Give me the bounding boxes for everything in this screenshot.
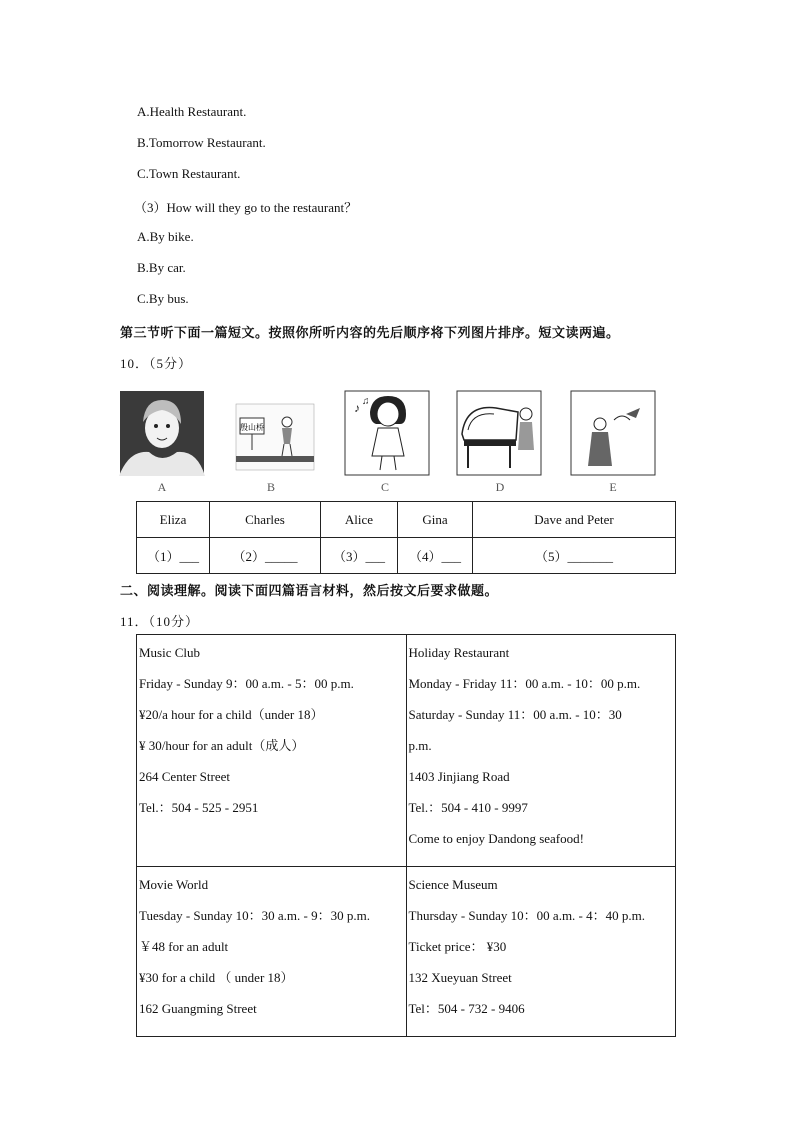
name-cell: Dave and Peter bbox=[473, 502, 676, 538]
holiday-restaurant-tel: Tel.：504 - 410 - 9997 bbox=[408, 800, 528, 815]
music-club-child-price: ¥20/a hour for a child（under 18） bbox=[139, 707, 324, 722]
names-answer-table bbox=[136, 501, 676, 574]
music-club-adult-price: ¥ 30/hour for an adult（成人） bbox=[139, 738, 305, 753]
answer-blank-4[interactable]: （4）___ bbox=[398, 538, 473, 574]
option-c-bus: C.By bus. bbox=[137, 291, 189, 306]
movie-world-name: Movie World bbox=[139, 877, 209, 892]
holiday-restaurant-address: 1403 Jinjiang Road bbox=[408, 769, 510, 784]
movie-world-adult-price: ￥48 for an adult bbox=[139, 939, 229, 954]
holiday-restaurant-slogan: Come to enjoy Dandong seafood! bbox=[408, 831, 584, 846]
music-club-tel: Tel.：504 - 525 - 2951 bbox=[139, 800, 259, 815]
holiday-restaurant-weekend-hours: Saturday - Sunday 11：00 a.m. - 10：30 bbox=[408, 707, 622, 722]
movie-world-hours: Tuesday - Sunday 10：30 a.m. - 9：30 p.m. bbox=[139, 908, 370, 923]
reading-info-table bbox=[136, 634, 676, 1037]
picture-b-sign-text: 殷山桥 bbox=[240, 423, 264, 432]
option-c-town-restaurant: C.Town Restaurant. bbox=[137, 166, 241, 181]
picture-b-bridge-sign bbox=[232, 390, 318, 476]
science-museum-tel: Tel：504 - 732 - 9406 bbox=[408, 1001, 525, 1016]
movie-world-address: 162 Guangming Street bbox=[139, 1001, 257, 1016]
section2-instruction: 二、阅读理解。阅读下面四篇语言材料，然后按文后要求做题。 bbox=[120, 584, 499, 599]
option-a-bike: A.By bike. bbox=[137, 229, 194, 244]
name-cell: Alice bbox=[321, 502, 398, 538]
science-museum-address: 132 Xueyuan Street bbox=[408, 970, 512, 985]
answer-blank-3[interactable]: （3）___ bbox=[321, 538, 398, 574]
option-a-health-restaurant: A.Health Restaurant. bbox=[137, 104, 247, 119]
holiday-restaurant-cell bbox=[406, 635, 676, 867]
section3-instruction: 第三节听下面一篇短文。按照你所听内容的先后顺序将下列图片排序。短文读两遍。 bbox=[120, 326, 620, 341]
holiday-restaurant-weekday-hours: Monday - Friday 11：00 a.m. - 10：00 p.m. bbox=[408, 676, 641, 691]
question-3: （3）How will they go to the restaurant？ bbox=[134, 200, 358, 215]
movie-world-cell bbox=[137, 867, 407, 1037]
name-cell: Charles bbox=[210, 502, 321, 538]
option-b-tomorrow-restaurant: B.Tomorrow Restaurant. bbox=[137, 135, 266, 150]
music-club-hours: Friday - Sunday 9：00 a.m. - 5：00 p.m. bbox=[139, 676, 354, 691]
picture-e-label: E bbox=[609, 480, 617, 494]
picture-d-label: D bbox=[495, 480, 505, 494]
music-club-cell bbox=[137, 635, 407, 867]
science-museum-cell bbox=[406, 867, 676, 1037]
svg-text:♪: ♪ bbox=[354, 401, 360, 415]
picture-a-portrait bbox=[119, 390, 205, 476]
answer-blank-1[interactable]: （1）___ bbox=[137, 538, 210, 574]
science-museum-ticket: Ticket price： ¥30 bbox=[408, 939, 507, 954]
science-museum-name: Science Museum bbox=[408, 877, 498, 892]
picture-c-girl-singing bbox=[344, 390, 430, 476]
answer-blank-5[interactable]: （5）_______ bbox=[473, 538, 676, 574]
music-club-name: Music Club bbox=[139, 645, 201, 660]
answer-blank-2[interactable]: （2）_____ bbox=[210, 538, 321, 574]
picture-c-label: C bbox=[380, 480, 389, 494]
name-cell: Gina bbox=[398, 502, 473, 538]
picture-e-person-with-bird bbox=[570, 390, 656, 476]
question-11-number: 11．（10分） bbox=[120, 614, 200, 629]
science-museum-hours: Thursday - Sunday 10：00 a.m. - 4：40 p.m. bbox=[408, 908, 646, 923]
picture-b-label: B bbox=[266, 480, 275, 494]
svg-text:♫: ♫ bbox=[362, 396, 370, 407]
question-10-number: 10．（5分） bbox=[120, 356, 193, 371]
music-club-address: 264 Center Street bbox=[139, 769, 230, 784]
holiday-restaurant-weekend-hours-cont: p.m. bbox=[408, 738, 432, 753]
name-cell: Eliza bbox=[137, 502, 210, 538]
movie-world-child-price: ¥30 for a child （ under 18） bbox=[139, 970, 294, 985]
picture-a-label: A bbox=[157, 480, 167, 494]
picture-d-piano bbox=[456, 390, 542, 476]
option-b-car: B.By car. bbox=[137, 260, 186, 275]
holiday-restaurant-name: Holiday Restaurant bbox=[408, 645, 510, 660]
